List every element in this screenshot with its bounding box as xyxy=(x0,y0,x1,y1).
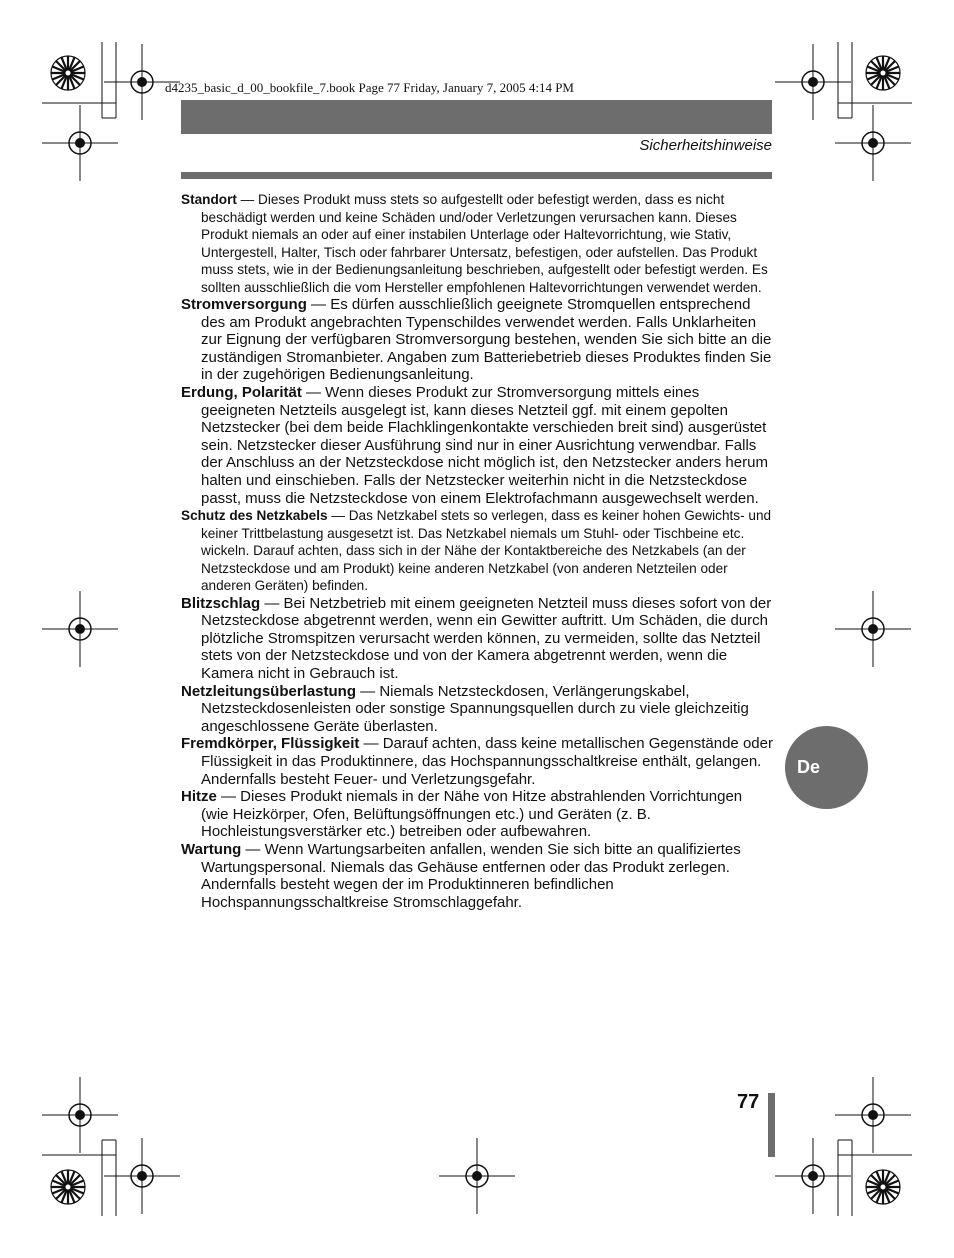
entry-blitzschlag xyxy=(181,595,773,683)
book-file-info: d4235_basic_d_00_bookfile_7.book Page 77 Friday, January 7, 2005 4:14 PM xyxy=(165,80,574,95)
entry-fremdkoerper xyxy=(181,735,773,788)
entry-term: Hitze xyxy=(181,788,217,806)
language-tab-label: De xyxy=(797,757,821,777)
entry-term: Schutz des Netzkabels xyxy=(181,508,328,524)
entry-text: — Darauf achten, dass keine metallischen Gegenstände oder Flüssigkeit in das Produktinnere, das Hochspannungsschaltkreise enthält, gelangen. Andernfalls besteht Feuer- und Verletzungsgefahr. xyxy=(201,735,773,788)
language-tab xyxy=(785,726,868,809)
entry-term: Blitzschlag xyxy=(181,594,261,612)
header-rule xyxy=(181,172,772,179)
safety-notice-list xyxy=(181,191,773,911)
entry-schutz-des-netzkabels xyxy=(181,507,773,595)
entry-term: Erdung, Polarität xyxy=(181,383,302,401)
entry-term: Fremdkörper, Flüssigkeit xyxy=(181,735,360,753)
page-number: 77 xyxy=(737,1091,760,1113)
entry-text: — Niemals Netzsteckdosen, Verlängerungskabel, Netzsteckdosenleisten oder sonstige Spannungsquellen durch zu viele gleichzeitig angeschlossene Geräte überlasten. xyxy=(201,682,749,735)
entry-hitze xyxy=(181,788,773,841)
entry-netzleitungsueberlastung xyxy=(181,683,773,736)
entry-text: — Dieses Produkt niemals in der Nähe von Hitze abstrahlenden Vorrichtungen (wie Heizkörper, Ofen, Belüftungsöffnungen etc.) und Geräten (z. B. Hochleistungsverstärker etc.) betreiben oder aufbewahren. xyxy=(201,788,743,841)
entry-term: Netzleitungsüberlastung xyxy=(181,682,357,700)
entry-term: Stromversorgung xyxy=(181,296,307,313)
entry-wartung xyxy=(181,841,773,911)
entry-erdung-polaritaet xyxy=(181,384,773,507)
entry-text: — Bei Netzbetrieb mit einem geeigneten Netzteil muss dieses sofort von der Netzsteckdose abgetrennt werden, wenn ein Gewitter auftritt. Um Schäden, die durch plötzliche Stromspitzen verursacht werden können, zu vermeiden, sollte das Netzteil stets von der Netzsteckdose und von der Kamera abgetrennt werden, wenn die Kamera nicht in Gebrauch ist. xyxy=(201,594,772,682)
entry-stromversorgung xyxy=(181,296,773,384)
entry-text: — Das Netzkabel stets so verlegen, dass es keiner hohen Gewichts- und keiner Trittbelastung ausgesetzt ist. Das Netzkabel niemals um Stuhl- oder Tischbeine etc. wickeln. Darauf achten, dass sich in der Nähe der Kontaktbereiche des Netzkabels (an der Netzsteckdose und am Produkt) keine anderen Netzkabel (von anderen Netzteilen oder anderen Geräten) befinden. xyxy=(201,508,772,594)
header-bar xyxy=(181,100,772,134)
entry-text: — Es dürfen ausschließlich geeignete Stromquellen entsprechend des am Produkt angebrachten Typenschildes verwendet werden. Falls Unklarheiten zur Eignung der verfügbaren Stromversorgung bestehen, wenden Sie sich bitte an die zuständigen Stromanbieter. Angaben zum Batteriebetrieb dieses Produktes finden Sie in der zugehörigen Bedienungsanleitung. xyxy=(201,296,772,384)
entry-text: — Dieses Produkt muss stets so aufgestellt oder befestigt werden, dass es nicht beschädigt werden und keine Schäden und/oder Verletzungen verursachen kann. Dieses Produkt niemals an oder auf einer instabilen Unterlage oder Haltevorrichtung, wie Stativ, Untergestell, Halter, Tisch oder fahrbarer Untersatz, befestigen, oder aufstellen. Das Produkt muss stets, wie in der Bedienungsanleitung beschrieben, aufgestellt oder befestigt werden. Es sollten ausschließlich die vom Hersteller empfohlenen Haltevorrichtungen verwendet werden. xyxy=(201,192,768,295)
entry-standort xyxy=(181,191,773,296)
entry-term: Standort xyxy=(181,192,237,207)
entry-text: — Wenn dieses Produkt zur Stromversorgung mittels eines geeigneten Netzteils ausgelegt ist, kann dieses Netzteil ggf. mit einem gepolten Netzstecker (bei dem beide Flachklingenkontakte verschieden breit sind) ausgerüstet sein. Netzstecker dieser Ausführung sind nur in einer Ausrichtung verwendbar. Falls der Anschluss an der Netzsteckdose nicht möglich ist, den Netzstecker anders herum halten und einschieben. Falls der Netzstecker weiterhin nicht in die Netzsteckdose passt, muss die Netzsteckdose von einem Elektrofachmann ausgewechselt werden. xyxy=(201,383,768,507)
entry-term: Wartung xyxy=(181,840,242,858)
entry-text: — Wenn Wartungsarbeiten anfallen, wenden Sie sich bitte an qualifiziertes Wartungspersonal. Niemals das Gehäuse entfernen oder das Produkt zerlegen. Andernfalls besteht wegen der im Produktinneren befindlichen Hochspannungsschaltkreise Stromschlaggefahr. xyxy=(201,840,741,911)
section-title: Sicherheitshinweise xyxy=(639,137,772,154)
page-number-bar xyxy=(768,1093,775,1157)
